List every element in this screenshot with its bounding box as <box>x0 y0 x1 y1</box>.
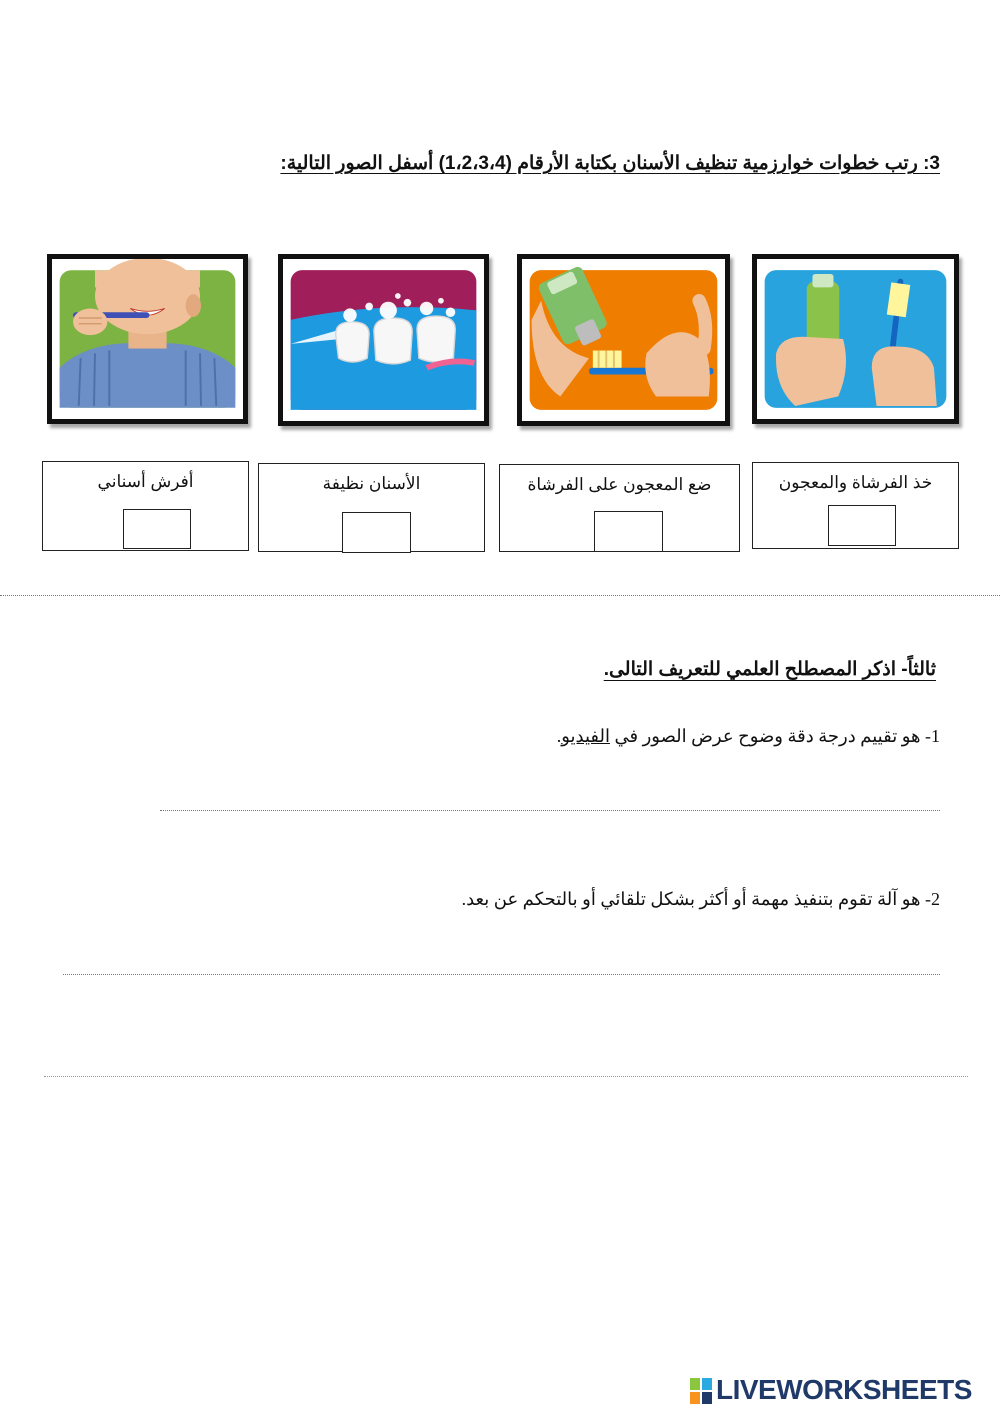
step-image-paste-on-brush <box>517 254 730 426</box>
bottom-divider <box>44 1076 968 1077</box>
answer-box-take-brush-paste[interactable] <box>828 505 896 546</box>
step-label-clean-teeth: الأسنان نظيفة <box>322 474 421 493</box>
section-3-heading: ثالثاً- اذكر المصطلح العلمي للتعريف التالى. <box>603 659 936 680</box>
question-2: 2- هو آلة تقوم بتنفيذ مهمة أو أكثر بشكل تلقائي أو بالتحكم عن بعد. <box>461 889 940 909</box>
question-1 <box>300 726 940 747</box>
toothpaste-and-brush-icon <box>757 259 954 419</box>
liveworksheets-logo <box>690 1374 990 1408</box>
step-label-box-clean-teeth <box>258 463 485 552</box>
liveworksheets-logo-text: LIVEWORKSHEETS <box>716 1374 972 1405</box>
step-label-paste-on-brush: ضع المعجون على الفرشاة <box>527 475 712 494</box>
step-label-box-take-brush-paste <box>752 462 959 549</box>
question-1-underlined-word: الفيديو <box>561 726 610 746</box>
step-label-take-brush-paste: خذ الفرشاة والمعجون <box>778 473 933 492</box>
section-divider <box>0 595 1000 596</box>
step-label-box-brushing <box>42 461 249 551</box>
step-image-take-brush-paste <box>752 254 959 424</box>
question-3-title: 3: رتب خطوات خوارزمية تنظيف الأسنان بكتابة الأرقام (1،2،3،4) أسفل الصور التالية: <box>280 153 940 174</box>
answer-line-2[interactable] <box>63 974 940 975</box>
boy-brushing-teeth-icon <box>52 259 243 419</box>
step-label-box-paste-on-brush <box>499 464 740 552</box>
step-image-brushing <box>47 254 248 424</box>
answer-line-1[interactable] <box>160 810 940 811</box>
clean-teeth-icon <box>283 259 484 421</box>
toothpaste-on-brush-icon <box>522 259 725 421</box>
step-label-brushing: أفرش أسناني <box>97 472 194 491</box>
question-1-text: 1- هو تقييم درجة دقة وضوح عرض الصور في <box>609 726 940 746</box>
step-image-clean-teeth <box>278 254 489 426</box>
answer-box-brushing[interactable] <box>123 509 191 549</box>
question-1-period: . <box>556 726 562 746</box>
answer-box-clean-teeth[interactable] <box>342 512 411 553</box>
answer-box-paste-on-brush[interactable] <box>594 511 663 552</box>
liveworksheets-logo-icon <box>690 1378 712 1404</box>
